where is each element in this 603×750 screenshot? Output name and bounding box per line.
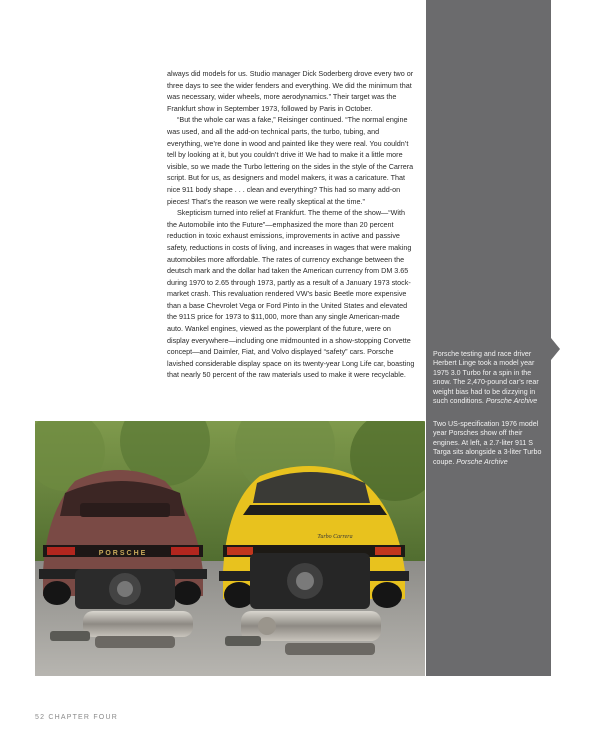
left-car-script-label: PORSCHE <box>98 550 148 557</box>
caption-engines <box>433 420 545 467</box>
photo-illustration <box>35 421 425 676</box>
page-footer: 52 CHAPTER FOUR <box>35 714 118 721</box>
caption-1-text: Porsche testing and race driver Herbert Linge took a model year 1975 3.0 Turbo for a spin in the snow. The 2,470-pound car’s rear weight bias had to be dizzying in such conditions. <box>433 350 539 406</box>
caption-2-text: Two US-specification 1976 model year Porsches show off their engines. At left, a 2.7-liter 911 S Targa sits alongside a 3-liter Turbo coupe. <box>433 420 542 466</box>
caption-2-credit: Porsche Archive <box>456 457 508 466</box>
right-car-script-label: Turbo Carrera <box>317 534 353 540</box>
caption-1-credit: Porsche Archive <box>485 397 538 406</box>
caption-pointer-arrow <box>551 338 560 360</box>
body-paragraph-1: always did models for us. Studio manager Dick Soderberg drove every two or three days to see the wider fenders and everything. We did the minimum that was necessary, wider wheels, more aerodynamics.” Their target was the Frankfurt show in September 1973, followed by Paris in October. <box>167 69 414 113</box>
porsche-engines-photo <box>35 421 425 676</box>
body-text-column <box>167 68 415 381</box>
caption-sidebar <box>426 0 551 676</box>
body-paragraph-2: “But the whole car was a fake,” Reisinger continued. “The normal engine was used, and all the add-on technical parts, the turbo, tubing, and everything, we’re done in wood and painted like they were real. You couldn’t tell by looking at it, but you couldn’t drive it! We had to make it a little more visible, so we made the Turbo lettering on the sides in the style of the Carrera script. But for us, as designers and model makers, it was a caricature. That nice 911 body shape . . . clean and everything? This had so many add-on pieces! That’s the reason we were really skeptical at the time.” <box>167 115 414 206</box>
caption-snow-turbo <box>433 350 545 406</box>
body-paragraph-3: Skepticism turned into relief at Frankfurt. The theme of the show—“With the Automobile into the Future”—emphasized the more than 20 percent reduction in toxic exhaust emissions, improvements in active and passive safety, reductions in costs of living, and increases in wages that were making automobiles more affordable. The rates of currency exchange between the deutsch mark and the dollar had taken the American currency from DM 3.65 during 1970 to 2.65 through 1973, partly as a result of a January 1973 stock-market crash. This revaluation rendered VW’s basic Beetle more expensive than a base Chevrolet Vega or Ford Pinto in the United States and elevated the 911S price for 1973 to $11,000, more than any single American-made auto. Wankel engines, viewed as the powerplant of the future, were on display everywhere—including one midmounted in a show-stopping Corvette concept—and Daimler, Fiat, and Volvo displayed “safety” cars. Porsche lavished considerable display space on its twenty-year Long Life car, boasting that nearly 50 percent of the raw materials used to make it were recyclable. <box>167 208 415 380</box>
